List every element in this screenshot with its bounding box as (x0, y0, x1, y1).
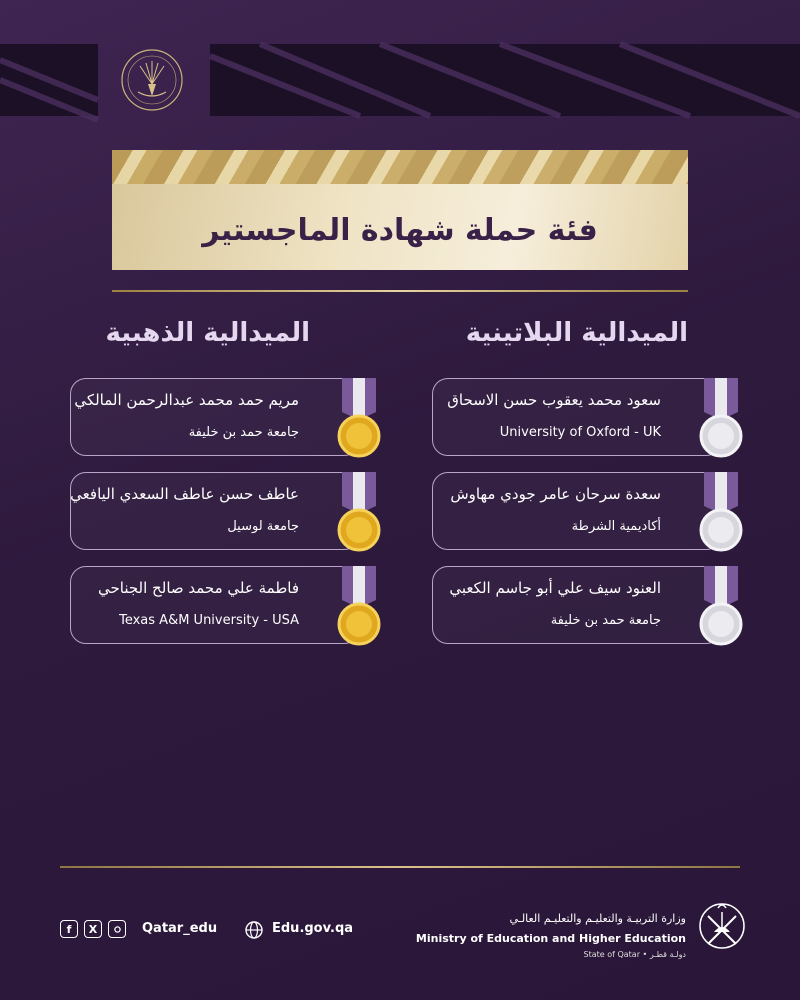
platinum-winner-card (432, 566, 722, 644)
platinum-medal-icon (698, 562, 744, 648)
gold-medal-icon (336, 374, 382, 460)
platinum-winner-card (432, 472, 722, 550)
winner-institution: أكاديمية الشرطة (571, 519, 661, 534)
category-title: فئة حملة شهادة الماجستير (202, 212, 598, 248)
winner-institution: جامعة حمد بن خليفة (188, 425, 299, 440)
winner-name: فاطمة علي محمد صالح الجناحي (98, 579, 299, 597)
x-icon[interactable]: X (84, 920, 102, 938)
gold-medal-icon (336, 468, 382, 554)
gold-medal-icon (336, 562, 382, 648)
winner-institution: جامعة حمد بن خليفة (550, 613, 661, 628)
gold-winner-card (70, 566, 360, 644)
divider (112, 290, 688, 292)
social-handle[interactable]: Qatar_edu (142, 921, 218, 936)
winner-name: سعود محمد يعقوب حسن الاسحاق (447, 391, 661, 409)
winner-institution: جامعة لوسيل (227, 519, 299, 534)
winner-name: سعدة سرحان عامر جودي مهاوش (450, 485, 661, 503)
award-logo (98, 44, 206, 116)
winner-institution: University of Oxford - UK (499, 425, 661, 440)
winner-name: مريم حمد محمد عبدالرحمن المالكي (74, 391, 299, 409)
footer-divider (60, 866, 740, 868)
banner-gold-stripes (112, 150, 688, 184)
website-link[interactable]: Edu.gov.qa (272, 921, 354, 936)
state-label: State of Qatar • دولـة قطـر (583, 950, 686, 959)
gold-winner-card (70, 472, 360, 550)
facebook-icon[interactable]: f (60, 920, 78, 938)
qatar-emblem-icon (694, 898, 750, 962)
winner-name: عاطف حسن عاطف السعدي اليافعي (70, 485, 299, 503)
title-banner (112, 150, 688, 270)
gold-medal-heading: الميدالية الذهبية (105, 318, 310, 348)
gold-winner-card (70, 378, 360, 456)
platinum-medal-icon (698, 468, 744, 554)
instagram-icon[interactable] (108, 920, 126, 938)
platinum-medal-icon (698, 374, 744, 460)
ministry-name-en: Ministry of Education and Higher Education (415, 932, 686, 945)
ministry-name-ar: وزارة التربيـة والتعليـم والتعليـم العالـي (509, 912, 686, 925)
winner-institution: Texas A&M University - USA (119, 613, 299, 628)
platinum-winner-card (432, 378, 722, 456)
globe-icon (244, 920, 264, 940)
social-links (60, 920, 126, 938)
platinum-medal-heading: الميدالية البلاتينية (465, 318, 688, 348)
winner-name: العنود سيف علي أبو جاسم الكعبي (449, 579, 661, 597)
